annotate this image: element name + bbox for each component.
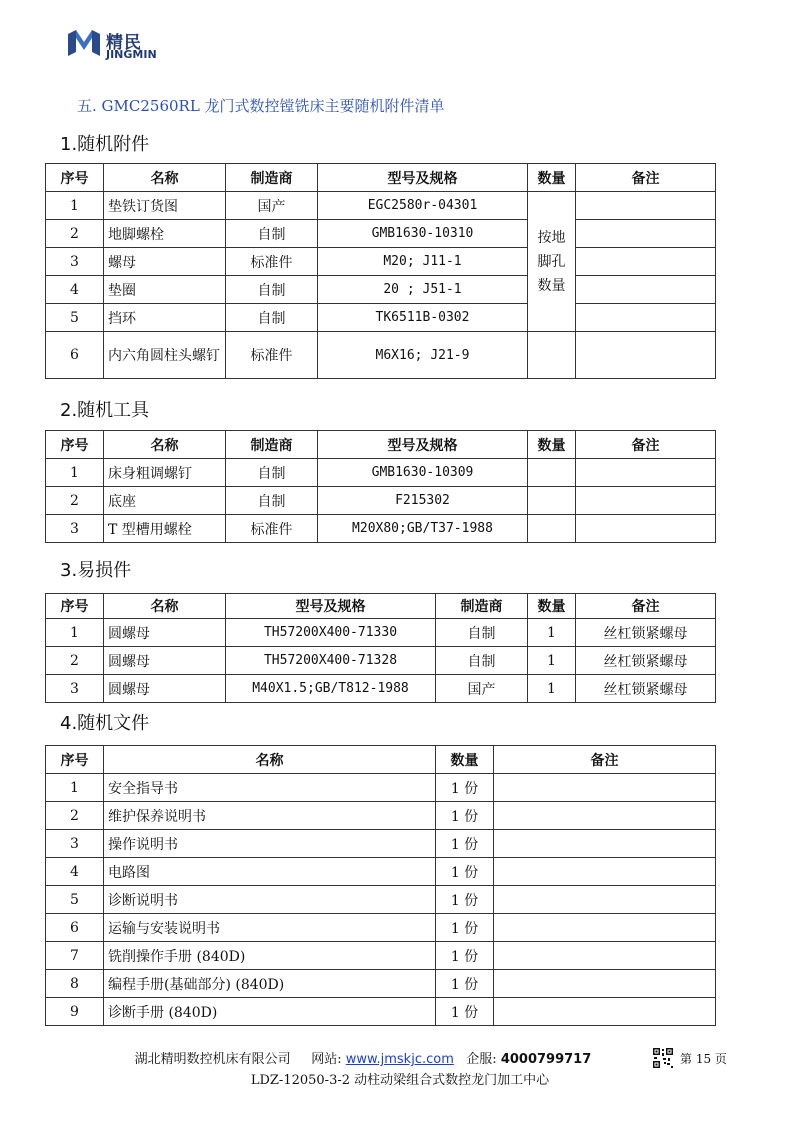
s3-col-name: 名称 [104, 594, 226, 619]
cell-no: 1 [46, 619, 104, 647]
s3-header-row [46, 594, 716, 619]
table-row [46, 192, 716, 220]
cell-qty: 1 份 [436, 998, 494, 1026]
cell-qty: 1 份 [436, 858, 494, 886]
cell-note [494, 830, 716, 858]
cell-name: 底座 [104, 487, 226, 515]
cell-qty-merged [528, 192, 576, 332]
cell-no: 6 [46, 332, 104, 379]
cell-note: 丝杠锁紧螺母 [576, 619, 716, 647]
cell-note [494, 802, 716, 830]
table-row [46, 459, 716, 487]
cell-maker: 标准件 [226, 332, 318, 379]
cell-name: 圆螺母 [104, 675, 226, 703]
table-row [46, 914, 716, 942]
cell-note [576, 248, 716, 276]
s2-col-note: 备注 [576, 431, 716, 459]
cell-note [494, 998, 716, 1026]
s3-col-spec: 型号及规格 [226, 594, 436, 619]
s4-col-qty: 数量 [436, 746, 494, 774]
cell-note [576, 487, 716, 515]
s4-col-name: 名称 [104, 746, 436, 774]
cell-name: 维护保养说明书 [104, 802, 436, 830]
cell-maker: 国产 [226, 192, 318, 220]
cell-no: 9 [46, 998, 104, 1026]
cell-no: 6 [46, 914, 104, 942]
cell-note: 丝杠锁紧螺母 [576, 675, 716, 703]
cell-no: 1 [46, 774, 104, 802]
cell-qty [528, 515, 576, 543]
table-row [46, 332, 716, 379]
s2-header-row [46, 431, 716, 459]
s1-col-qty: 数量 [528, 164, 576, 192]
cell-qty: 1 份 [436, 886, 494, 914]
cell-no: 1 [46, 192, 104, 220]
cell-qty: 1 [528, 675, 576, 703]
cell-maker: 标准件 [226, 515, 318, 543]
cell-no: 8 [46, 970, 104, 998]
cell-spec: GMB1630-10310 [318, 220, 528, 248]
table-row [46, 970, 716, 998]
cell-no: 2 [46, 802, 104, 830]
s3-table [45, 593, 716, 703]
cell-no: 4 [46, 858, 104, 886]
table-row [46, 942, 716, 970]
s2-table [45, 430, 716, 543]
table-row [46, 675, 716, 703]
footer-doc-line: LDZ-12050-3-2 动柱动梁组合式数控龙门加工中心 [250, 1073, 550, 1088]
cell-name: 电路图 [104, 858, 436, 886]
cell-name: 地脚螺栓 [104, 220, 226, 248]
s4-header-row [46, 746, 716, 774]
cell-maker: 标准件 [226, 248, 318, 276]
cell-note [494, 886, 716, 914]
cell-note [494, 942, 716, 970]
qr-code-icon [652, 1047, 674, 1069]
cell-note [576, 220, 716, 248]
cell-qty: 1 [528, 647, 576, 675]
s1-col-maker: 制造商 [226, 164, 318, 192]
s3-col-no: 序号 [46, 594, 104, 619]
cell-spec: TH57200X400-71330 [226, 619, 436, 647]
cell-maker: 自制 [226, 487, 318, 515]
cell-maker: 自制 [226, 220, 318, 248]
cell-maker: 国产 [436, 675, 528, 703]
cell-note [576, 515, 716, 543]
cell-maker: 自制 [226, 276, 318, 304]
footer-site-link[interactable]: www.jmskjc.com [345, 1052, 454, 1067]
cell-maker: 自制 [226, 459, 318, 487]
footer-site-label: 网站: [311, 1052, 342, 1067]
cell-qty: 1 [528, 619, 576, 647]
footer-service-label: 企服: [466, 1052, 497, 1067]
table-row [46, 998, 716, 1026]
page-number: 第 15 页 [680, 1052, 727, 1066]
qty-line: 按地 [537, 229, 566, 246]
s4-col-no: 序号 [46, 746, 104, 774]
cell-no: 1 [46, 459, 104, 487]
cell-no: 5 [46, 304, 104, 332]
cell-no: 2 [46, 647, 104, 675]
cell-no: 5 [46, 886, 104, 914]
cell-name: 垫圈 [104, 276, 226, 304]
s1-table [45, 163, 716, 379]
s1-header-row [46, 164, 716, 192]
table-row [46, 220, 716, 248]
jingmin-logo-icon [66, 28, 102, 58]
cell-name: T 型槽用螺栓 [104, 515, 226, 543]
table-row [46, 886, 716, 914]
table-row [46, 304, 716, 332]
s1-heading: 1.随机附件 [60, 134, 150, 155]
cell-note: 丝杠锁紧螺母 [576, 647, 716, 675]
cell-note [576, 276, 716, 304]
cell-name: 圆螺母 [104, 647, 226, 675]
cell-spec: TK6511B-0302 [318, 304, 528, 332]
s3-col-maker: 制造商 [436, 594, 528, 619]
qty-line: 脚孔 [537, 253, 566, 270]
cell-no: 2 [46, 220, 104, 248]
s1-col-spec: 型号及规格 [318, 164, 528, 192]
cell-note [576, 192, 716, 220]
s2-col-qty: 数量 [528, 431, 576, 459]
cell-maker: 自制 [436, 647, 528, 675]
brand-name-cn: 精民 [106, 33, 142, 53]
cell-note [576, 304, 716, 332]
s2-col-spec: 型号及规格 [318, 431, 528, 459]
s4-table [45, 745, 716, 1026]
cell-maker: 自制 [436, 619, 528, 647]
cell-note [494, 858, 716, 886]
s4-heading: 4.随机文件 [60, 713, 150, 734]
cell-spec: M40X1.5;GB/T812-1988 [226, 675, 436, 703]
cell-no: 3 [46, 830, 104, 858]
cell-note [494, 774, 716, 802]
s3-col-note: 备注 [576, 594, 716, 619]
s3-heading: 3.易损件 [60, 560, 132, 581]
cell-name: 铣削操作手册 (840D) [104, 942, 436, 970]
cell-name: 操作说明书 [104, 830, 436, 858]
table-row [46, 830, 716, 858]
table-row [46, 619, 716, 647]
cell-qty: 1 份 [436, 830, 494, 858]
cell-name: 编程手册(基础部分) (840D) [104, 970, 436, 998]
footer-company: 湖北精明数控机床有限公司 [134, 1052, 291, 1067]
cell-no: 2 [46, 487, 104, 515]
cell-name: 床身粗调螺钉 [104, 459, 226, 487]
cell-name: 圆螺母 [104, 619, 226, 647]
table-row [46, 774, 716, 802]
table-row [46, 248, 716, 276]
s2-col-no: 序号 [46, 431, 104, 459]
table-row [46, 515, 716, 543]
table-row [46, 802, 716, 830]
cell-note [576, 459, 716, 487]
cell-name: 垫铁订货图 [104, 192, 226, 220]
cell-spec: M6X16; J21-9 [318, 332, 528, 379]
cell-name: 运输与安装说明书 [104, 914, 436, 942]
cell-no: 3 [46, 248, 104, 276]
cell-spec: 20 ; J51-1 [318, 276, 528, 304]
cell-spec: TH57200X400-71328 [226, 647, 436, 675]
brand-name-en: JINGMIN [106, 48, 157, 61]
cell-qty [528, 487, 576, 515]
footer-service-tel: 4000799717 [500, 1052, 592, 1067]
cell-name: 内六角圆柱头螺钉 [104, 332, 226, 379]
cell-name: 诊断说明书 [104, 886, 436, 914]
cell-note [494, 970, 716, 998]
cell-no: 3 [46, 675, 104, 703]
cell-spec: F215302 [318, 487, 528, 515]
cell-name: 螺母 [104, 248, 226, 276]
cell-no: 3 [46, 515, 104, 543]
cell-no: 7 [46, 942, 104, 970]
cell-qty: 1 份 [436, 914, 494, 942]
cell-name: 安全指导书 [104, 774, 436, 802]
table-row [46, 487, 716, 515]
cell-name: 诊断手册 (840D) [104, 998, 436, 1026]
s1-col-name: 名称 [104, 164, 226, 192]
cell-qty: 1 份 [436, 802, 494, 830]
table-row [46, 858, 716, 886]
s2-heading: 2.随机工具 [60, 400, 150, 421]
cell-qty [528, 332, 576, 379]
cell-name: 挡环 [104, 304, 226, 332]
cell-no: 4 [46, 276, 104, 304]
s2-col-name: 名称 [104, 431, 226, 459]
company-logo [66, 28, 186, 62]
cell-note [494, 914, 716, 942]
section-title: 五. GMC2560RL 龙门式数控镗铣床主要随机附件清单 [77, 97, 445, 115]
table-row [46, 647, 716, 675]
cell-note [576, 332, 716, 379]
cell-qty: 1 份 [436, 970, 494, 998]
s1-col-no: 序号 [46, 164, 104, 192]
cell-qty [528, 459, 576, 487]
cell-spec: M20X80;GB/T37-1988 [318, 515, 528, 543]
cell-spec: GMB1630-10309 [318, 459, 528, 487]
s2-col-maker: 制造商 [226, 431, 318, 459]
s1-col-note: 备注 [576, 164, 716, 192]
s4-col-note: 备注 [494, 746, 716, 774]
s3-col-qty: 数量 [528, 594, 576, 619]
cell-qty: 1 份 [436, 942, 494, 970]
qty-line: 数量 [537, 277, 566, 294]
cell-spec: EGC2580r-04301 [318, 192, 528, 220]
cell-maker: 自制 [226, 304, 318, 332]
table-row [46, 276, 716, 304]
cell-qty: 1 份 [436, 774, 494, 802]
cell-spec: M20; J11-1 [318, 248, 528, 276]
